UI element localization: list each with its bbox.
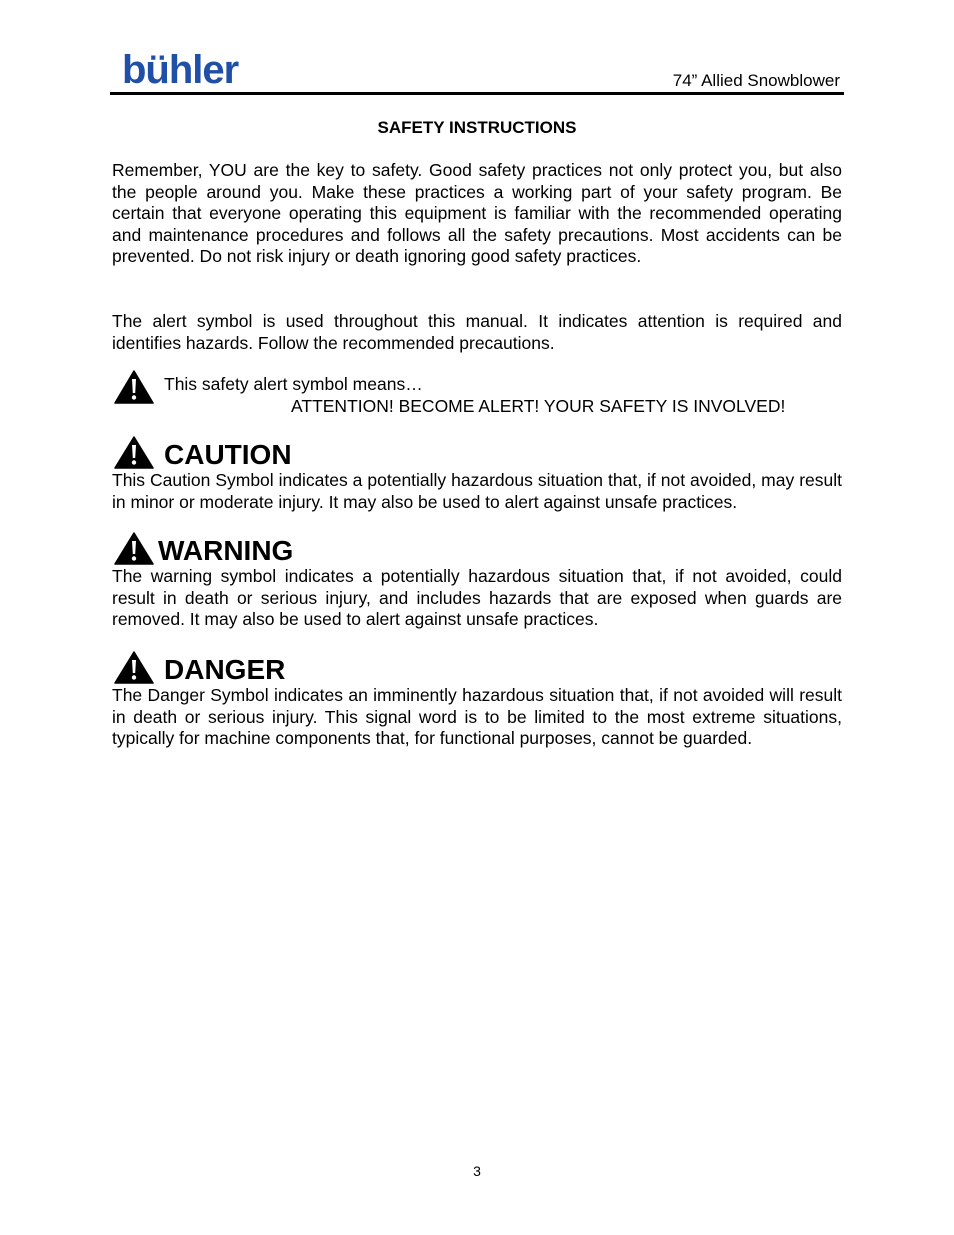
caution-alert-icon [114,436,154,469]
caution-signal-word: CAUTION [164,439,292,470]
danger-description: The Danger Symbol indicates an imminently hazardous situation that, if not avoided will result in death or serious injury. This signal word is to be limited to the most extreme situations, typically for machine components that, for functional purposes, cannot be guarded. [112,685,842,749]
alert-symbol-paragraph: The alert symbol is used throughout this manual. It indicates attention is required and identifies hazards. Follow the recommended precautions. [112,311,842,353]
document-title: 74” Allied Snowblower [672,71,840,90]
alert-symbol-row [114,370,844,426]
alert-symbol-meaning: This safety alert symbol means… [164,374,423,394]
danger-section [112,651,842,750]
section-heading: SAFETY INSTRUCTIONS [377,118,577,137]
page-number: 3 [473,1163,481,1179]
caution-section [112,436,842,513]
warning-description: The warning symbol indicates a potentially hazardous situation that, if not avoided, could result in death or serious injury, and includes hazards that are exposed when guards are removed. It may also be used to alert against unsafe practices. [112,566,842,630]
danger-alert-icon [114,651,154,684]
warning-alert-icon [114,532,154,565]
alert-symbol-attention: ATTENTION! BECOME ALERT! YOUR SAFETY IS INVOLVED! [291,396,786,416]
caution-description: This Caution Symbol indicates a potentially hazardous situation that, if not avoided, may result in minor or moderate injury. It may also be used to alert against unsafe practices. [112,470,842,512]
danger-signal-word: DANGER [164,654,286,685]
intro-paragraph: Remember, YOU are the key to safety. Good safety practices not only protect you, but also the people around you. Make these practices a working part of your safety program. Be certain that everyone operating this equipment is familiar with the recommended operating and maintenance procedures and follows all the safety precautions. Most accidents can be prevented. Do not risk injury or death ignoring good safety practices. [112,160,842,267]
caution-heading [112,436,842,472]
warning-section [112,532,842,631]
buhler-logo: bühler [122,48,239,92]
warning-heading [112,532,842,568]
safety-alert-icon [114,370,154,404]
header-divider [110,92,844,95]
danger-heading [112,651,842,687]
warning-signal-word: WARNING [158,535,294,566]
